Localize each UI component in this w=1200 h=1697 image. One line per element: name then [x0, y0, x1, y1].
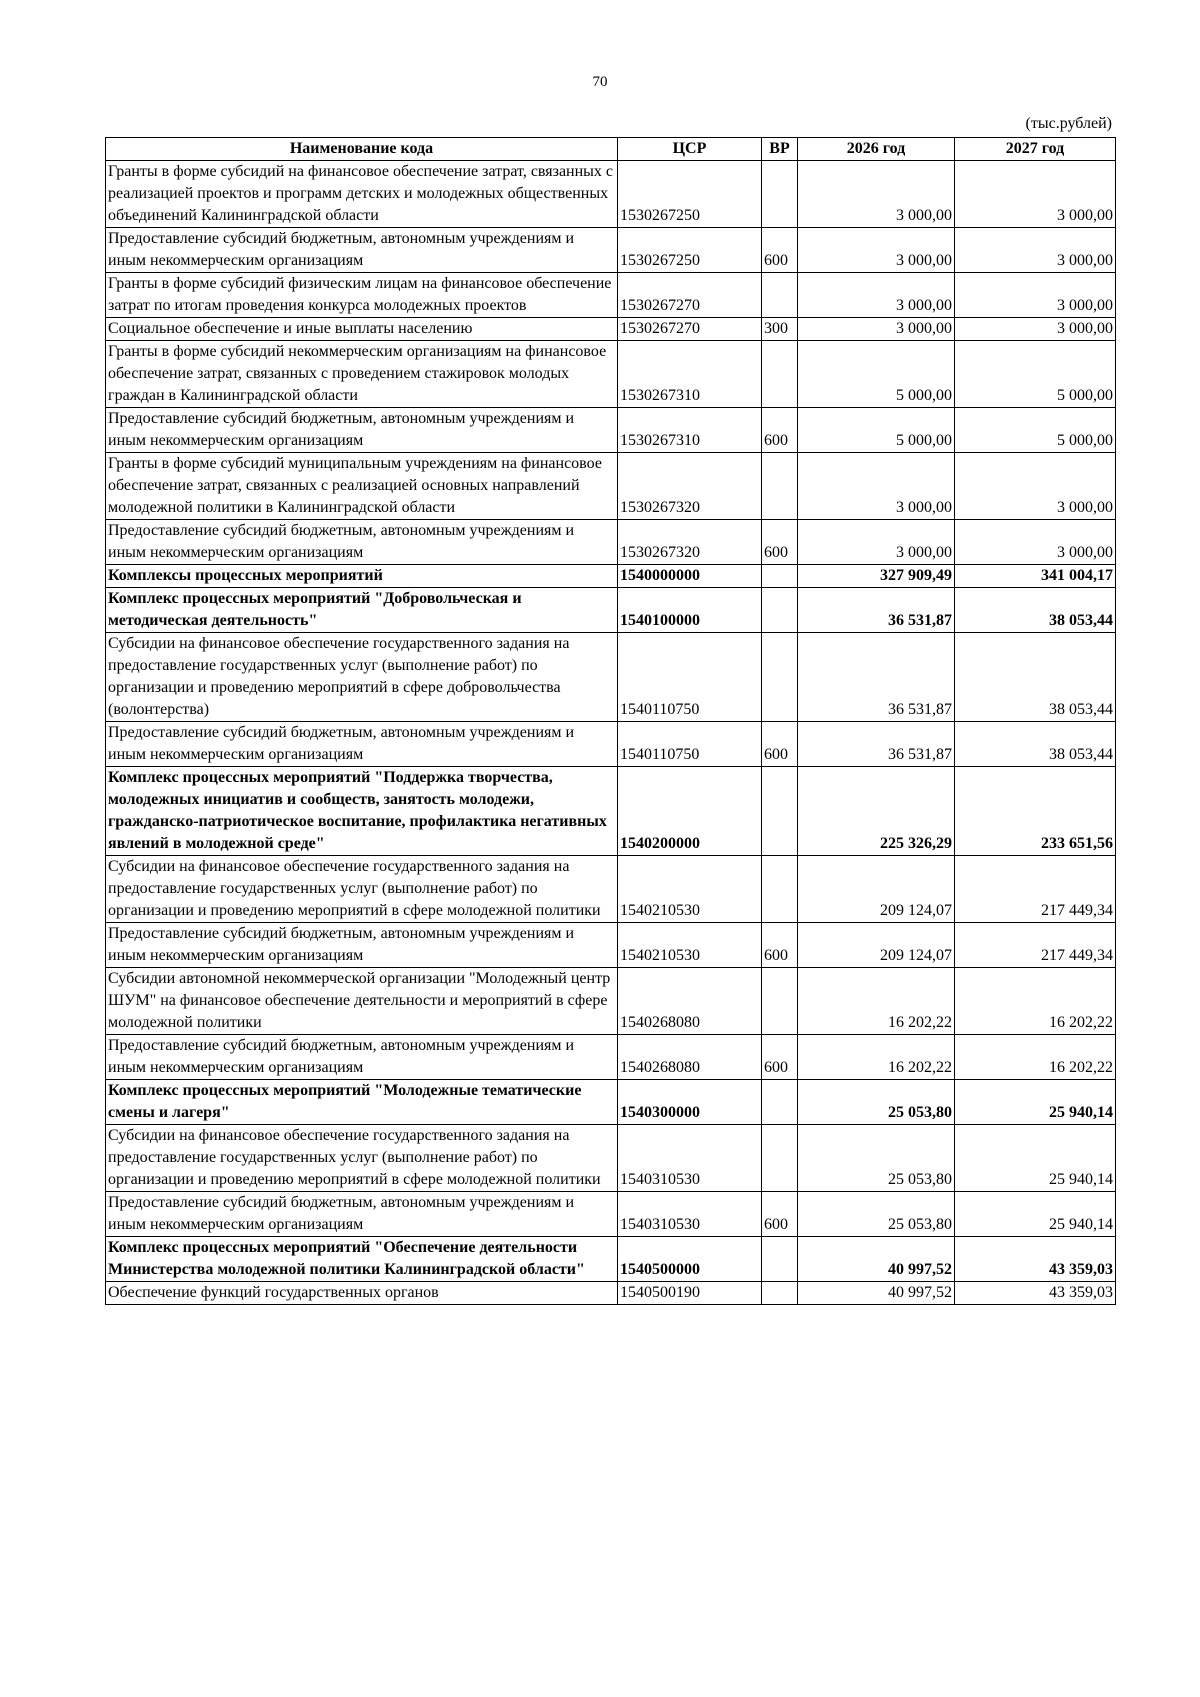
- cell-csr: 1540300000: [618, 1080, 762, 1125]
- cell-csr: 1530267250: [618, 161, 762, 228]
- cell-vr: [762, 453, 798, 520]
- table-row: [106, 968, 1116, 1035]
- cell-2026: 209 124,07: [798, 923, 955, 968]
- cell-2026: 25 053,80: [798, 1125, 955, 1192]
- cell-csr: 1530267310: [618, 408, 762, 453]
- cell-2027: 3 000,00: [955, 273, 1116, 318]
- cell-2026: 40 997,52: [798, 1237, 955, 1282]
- cell-vr: [762, 856, 798, 923]
- cell-2026: 36 531,87: [798, 633, 955, 722]
- table-row: [106, 408, 1116, 453]
- cell-vr: [762, 341, 798, 408]
- cell-vr: [762, 1237, 798, 1282]
- cell-2026: 3 000,00: [798, 520, 955, 565]
- cell-2026: 36 531,87: [798, 588, 955, 633]
- cell-name: Гранты в форме субсидий на финансовое обеспечение затрат, связанных с реализацией проектов и программ детских и молодежных общественных объединений Калининградской области: [106, 161, 618, 228]
- table-row: [106, 453, 1116, 520]
- cell-2027: 5 000,00: [955, 341, 1116, 408]
- cell-vr: 600: [762, 408, 798, 453]
- cell-2026: 40 997,52: [798, 1282, 955, 1305]
- cell-vr: [762, 161, 798, 228]
- cell-2026: 209 124,07: [798, 856, 955, 923]
- table-row: [106, 273, 1116, 318]
- cell-csr: 1540268080: [618, 1035, 762, 1080]
- header-row: [106, 138, 1116, 161]
- table-row: [106, 228, 1116, 273]
- cell-name: Комплекс процессных мероприятий "Обеспечение деятельности Министерства молодежной политики Калининградской области": [106, 1237, 618, 1282]
- cell-name: Предоставление субсидий бюджетным, автономным учреждениям и иным некоммерческим организациям: [106, 408, 618, 453]
- cell-csr: 1540210530: [618, 856, 762, 923]
- cell-csr: 1540110750: [618, 722, 762, 767]
- cell-csr: 1540100000: [618, 588, 762, 633]
- cell-csr: 1540210530: [618, 923, 762, 968]
- cell-2027: 25 940,14: [955, 1125, 1116, 1192]
- cell-name: Предоставление субсидий бюджетным, автономным учреждениям и иным некоммерческим организациям: [106, 228, 618, 273]
- cell-2026: 225 326,29: [798, 767, 955, 856]
- cell-2026: 3 000,00: [798, 161, 955, 228]
- cell-2027: 217 449,34: [955, 923, 1116, 968]
- table-row: [106, 161, 1116, 228]
- cell-2027: 3 000,00: [955, 453, 1116, 520]
- cell-name: Гранты в форме субсидий муниципальным учреждениям на финансовое обеспечение затрат, связанных с реализацией основных направлений молодежной политики в Калининградской области: [106, 453, 618, 520]
- cell-name: Предоставление субсидий бюджетным, автономным учреждениям и иным некоммерческим организациям: [106, 722, 618, 767]
- cell-2027: 341 004,17: [955, 565, 1116, 588]
- table-row: [106, 1192, 1116, 1237]
- header-vr: ВР: [762, 138, 798, 161]
- cell-vr: 600: [762, 520, 798, 565]
- cell-name: Предоставление субсидий бюджетным, автономным учреждениям и иным некоммерческим организациям: [106, 1192, 618, 1237]
- cell-vr: 600: [762, 923, 798, 968]
- cell-2026: 16 202,22: [798, 1035, 955, 1080]
- cell-2027: 3 000,00: [955, 318, 1116, 341]
- cell-vr: [762, 565, 798, 588]
- cell-vr: [762, 767, 798, 856]
- cell-name: Гранты в форме субсидий некоммерческим организациям на финансовое обеспечение затрат, связанных с проведением стажировок молодых граждан в Калининградской области: [106, 341, 618, 408]
- table-row: [106, 1125, 1116, 1192]
- table-row: [106, 318, 1116, 341]
- cell-name: Предоставление субсидий бюджетным, автономным учреждениям и иным некоммерческим организациям: [106, 520, 618, 565]
- cell-2027: 43 359,03: [955, 1282, 1116, 1305]
- cell-csr: 1530267250: [618, 228, 762, 273]
- cell-vr: [762, 1282, 798, 1305]
- cell-2027: 38 053,44: [955, 588, 1116, 633]
- units-label: (тыс.рублей): [1025, 115, 1112, 132]
- cell-2027: 217 449,34: [955, 856, 1116, 923]
- page-number: 70: [592, 74, 608, 90]
- table-row: [106, 1080, 1116, 1125]
- cell-name: Предоставление субсидий бюджетным, автономным учреждениям и иным некоммерческим организациям: [106, 1035, 618, 1080]
- cell-2027: 43 359,03: [955, 1237, 1116, 1282]
- cell-vr: [762, 1125, 798, 1192]
- cell-name: Субсидии на финансовое обеспечение государственного задания на предоставление государственных услуг (выполнение работ) по организации и проведению мероприятий в сфере добровольчества (волонтерства): [106, 633, 618, 722]
- table-header: [106, 138, 1116, 161]
- cell-vr: [762, 633, 798, 722]
- budget-table: [105, 137, 1116, 1305]
- cell-2026: 3 000,00: [798, 273, 955, 318]
- cell-csr: 1540268080: [618, 968, 762, 1035]
- cell-2027: 25 940,14: [955, 1192, 1116, 1237]
- header-2027: 2027 год: [955, 138, 1116, 161]
- cell-2027: 3 000,00: [955, 520, 1116, 565]
- table-row: [106, 767, 1116, 856]
- cell-name: Субсидии на финансовое обеспечение государственного задания на предоставление государственных услуг (выполнение работ) по организации и проведению мероприятий в сфере молодежной политики: [106, 1125, 618, 1192]
- cell-2026: 3 000,00: [798, 228, 955, 273]
- cell-name: Обеспечение функций государственных органов: [106, 1282, 618, 1305]
- cell-2026: 25 053,80: [798, 1192, 955, 1237]
- cell-vr: [762, 1080, 798, 1125]
- cell-csr: 1530267320: [618, 453, 762, 520]
- cell-2026: 3 000,00: [798, 318, 955, 341]
- cell-csr: 1540200000: [618, 767, 762, 856]
- table-row: [106, 1237, 1116, 1282]
- cell-2026: 25 053,80: [798, 1080, 955, 1125]
- cell-vr: 600: [762, 1192, 798, 1237]
- table-row: [106, 633, 1116, 722]
- cell-2026: 5 000,00: [798, 341, 955, 408]
- cell-2027: 16 202,22: [955, 1035, 1116, 1080]
- cell-vr: [762, 968, 798, 1035]
- cell-vr: [762, 588, 798, 633]
- header-csr: ЦСР: [618, 138, 762, 161]
- cell-csr: 1530267320: [618, 520, 762, 565]
- cell-csr: 1530267310: [618, 341, 762, 408]
- table-body: [106, 161, 1116, 1305]
- cell-2026: 3 000,00: [798, 453, 955, 520]
- cell-2027: 233 651,56: [955, 767, 1116, 856]
- cell-vr: 600: [762, 228, 798, 273]
- cell-2027: 25 940,14: [955, 1080, 1116, 1125]
- cell-2027: 38 053,44: [955, 633, 1116, 722]
- cell-name: Гранты в форме субсидий физическим лицам на финансовое обеспечение затрат по итогам проведения конкурса молодежных проектов: [106, 273, 618, 318]
- cell-name: Комплекс процессных мероприятий "Поддержка творчества, молодежных инициатив и сообществ, занятость молодежи, гражданско-патриотическое воспитание, профилактика негативных явлений в молодежной среде": [106, 767, 618, 856]
- cell-csr: 1540310530: [618, 1192, 762, 1237]
- table-row: [106, 722, 1116, 767]
- cell-2026: 327 909,49: [798, 565, 955, 588]
- cell-2027: 3 000,00: [955, 228, 1116, 273]
- cell-csr: 1530267270: [618, 318, 762, 341]
- cell-csr: 1540500190: [618, 1282, 762, 1305]
- cell-name: Субсидии автономной некоммерческой организации "Молодежный центр ШУМ" на финансовое обеспечение деятельности и мероприятий в сфере молодежной политики: [106, 968, 618, 1035]
- cell-2026: 16 202,22: [798, 968, 955, 1035]
- cell-vr: 300: [762, 318, 798, 341]
- cell-2027: 5 000,00: [955, 408, 1116, 453]
- cell-name: Социальное обеспечение и иные выплаты населению: [106, 318, 618, 341]
- table-row: [106, 588, 1116, 633]
- cell-2026: 36 531,87: [798, 722, 955, 767]
- cell-vr: 600: [762, 722, 798, 767]
- cell-2027: 3 000,00: [955, 161, 1116, 228]
- cell-csr: 1540500000: [618, 1237, 762, 1282]
- cell-csr: 1540310530: [618, 1125, 762, 1192]
- table-row: [106, 565, 1116, 588]
- cell-name: Предоставление субсидий бюджетным, автономным учреждениям и иным некоммерческим организациям: [106, 923, 618, 968]
- cell-2026: 5 000,00: [798, 408, 955, 453]
- table-row: [106, 1035, 1116, 1080]
- cell-name: Субсидии на финансовое обеспечение государственного задания на предоставление государственных услуг (выполнение работ) по организации и проведению мероприятий в сфере молодежной политики: [106, 856, 618, 923]
- cell-vr: 600: [762, 1035, 798, 1080]
- cell-csr: 1530267270: [618, 273, 762, 318]
- cell-2027: 16 202,22: [955, 968, 1116, 1035]
- header-name: Наименование кода: [106, 138, 618, 161]
- table-row: [106, 341, 1116, 408]
- header-2026: 2026 год: [798, 138, 955, 161]
- cell-csr: 1540000000: [618, 565, 762, 588]
- cell-name: Комплексы процессных мероприятий: [106, 565, 618, 588]
- table-row: [106, 856, 1116, 923]
- cell-name: Комплекс процессных мероприятий "Молодежные тематические смены и лагеря": [106, 1080, 618, 1125]
- cell-2027: 38 053,44: [955, 722, 1116, 767]
- cell-csr: 1540110750: [618, 633, 762, 722]
- table-row: [106, 1282, 1116, 1305]
- cell-vr: [762, 273, 798, 318]
- cell-name: Комплекс процессных мероприятий "Добровольческая и методическая деятельность": [106, 588, 618, 633]
- table-row: [106, 520, 1116, 565]
- table-row: [106, 923, 1116, 968]
